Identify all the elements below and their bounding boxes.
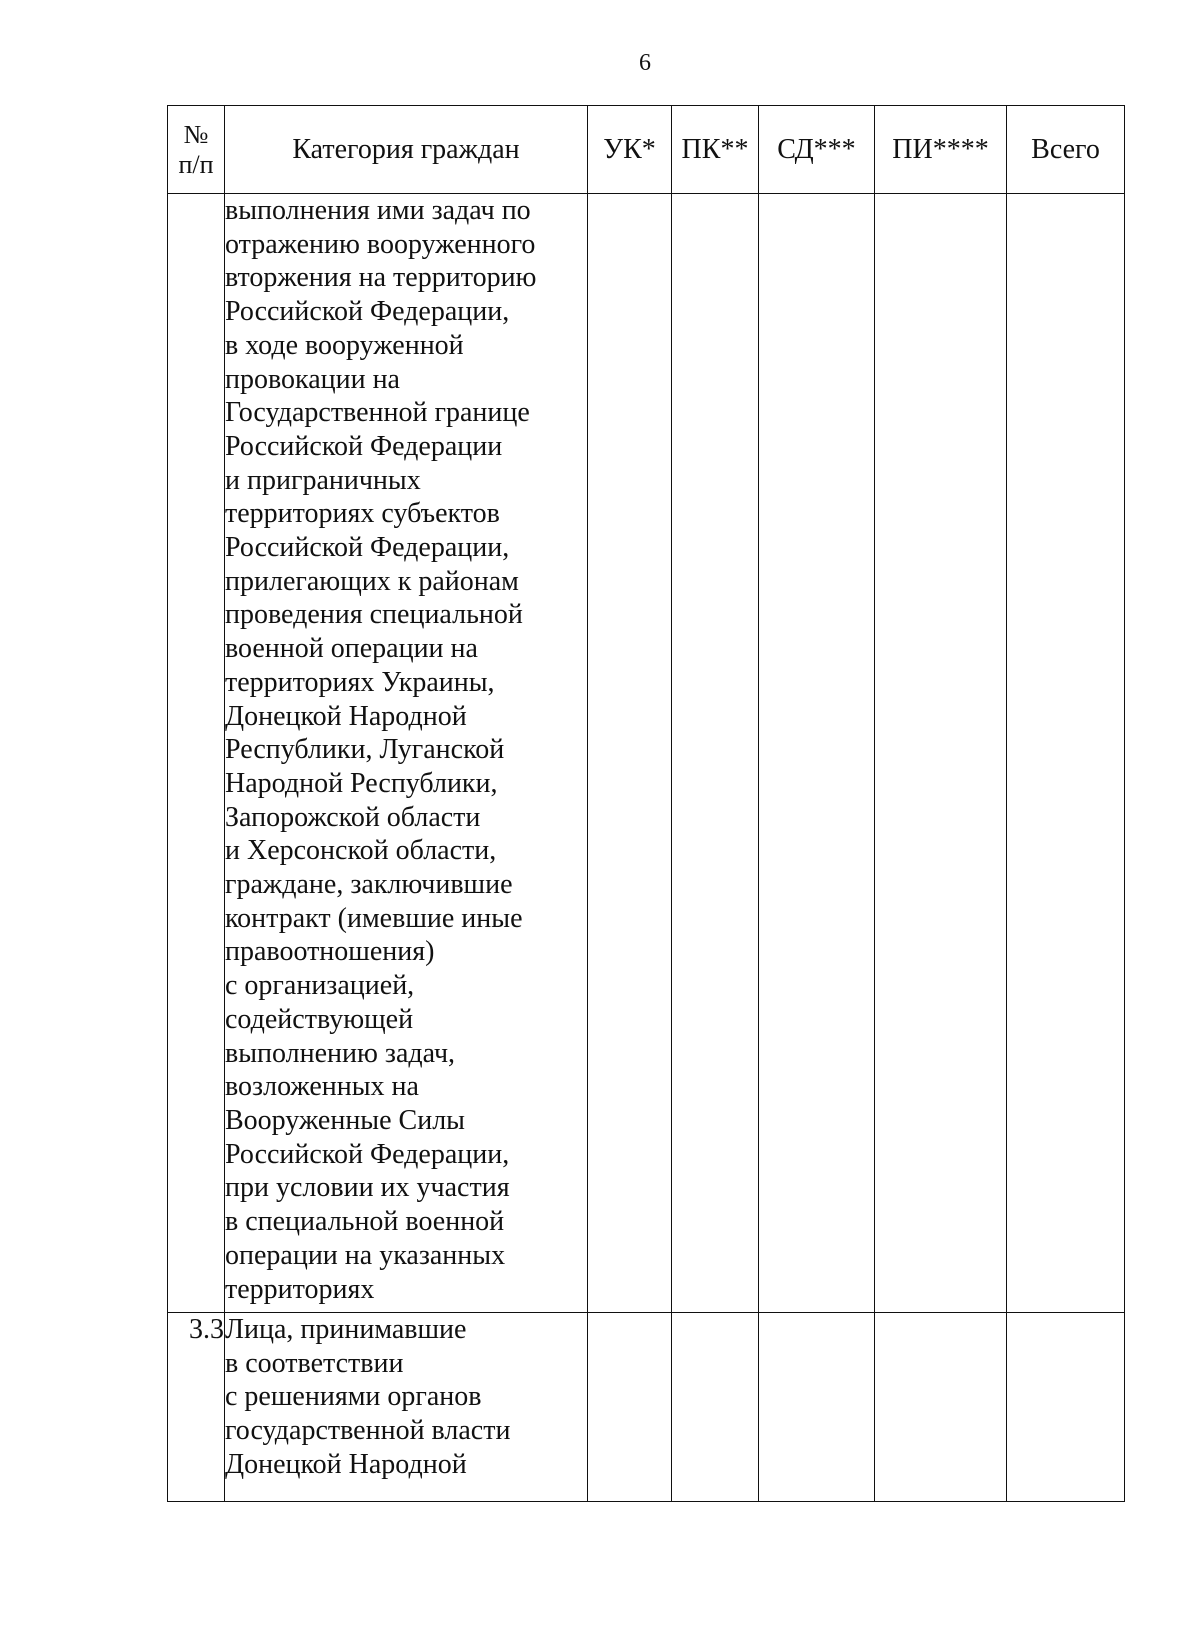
row-pi-cell <box>875 194 1007 1313</box>
row-category-cell: Лица, принимавшие в соответствии с решениями органов государственной власти Донецкой Народной <box>225 1313 588 1502</box>
table-row <box>168 194 1125 1313</box>
header-category: Категория граждан <box>225 106 588 194</box>
header-total: Всего <box>1007 106 1125 194</box>
row-sd-cell <box>759 1313 875 1502</box>
row-num-cell <box>168 194 225 1313</box>
header-pi: ПИ**** <box>875 106 1007 194</box>
row-total-cell <box>1007 194 1125 1313</box>
row-uk-cell <box>588 194 672 1313</box>
table-header-row <box>168 106 1125 194</box>
row-uk-cell <box>588 1313 672 1502</box>
row-pi-cell <box>875 1313 1007 1502</box>
row-num-cell: 3.3 <box>168 1313 225 1502</box>
row-total-cell <box>1007 1313 1125 1502</box>
header-uk: УК* <box>588 106 672 194</box>
header-sd: СД*** <box>759 106 875 194</box>
row-sd-cell <box>759 194 875 1313</box>
row-pk-cell <box>672 194 759 1313</box>
citizen-category-table <box>167 105 1125 1502</box>
header-pk: ПК** <box>672 106 759 194</box>
page-number: 6 <box>639 50 651 76</box>
header-num <box>168 106 225 194</box>
row-category-cell: выполнения ими задач по отражению вооруженного вторжения на территорию Российской Федерации, в ходе вооруженной провокации на Государственной границе Российской Федерации и приграничных территориях субъектов Российской Федерации, прилегающих к районам проведения специальной военной операции на территориях Украины, Донецкой Народной Республики, Луганской Народной Республики, Запорожской области и Херсонской области, граждане, заключившие контракт (имевшие иные правоотношения) с организацией, содействующей выполнению задач, возложенных на Вооруженные Силы Российской Федерации, при условии их участия в специальной военной операции на указанных территориях <box>225 194 588 1313</box>
header-num-label: № п/п <box>178 119 214 179</box>
row-pk-cell <box>672 1313 759 1502</box>
table-row <box>168 1313 1125 1502</box>
